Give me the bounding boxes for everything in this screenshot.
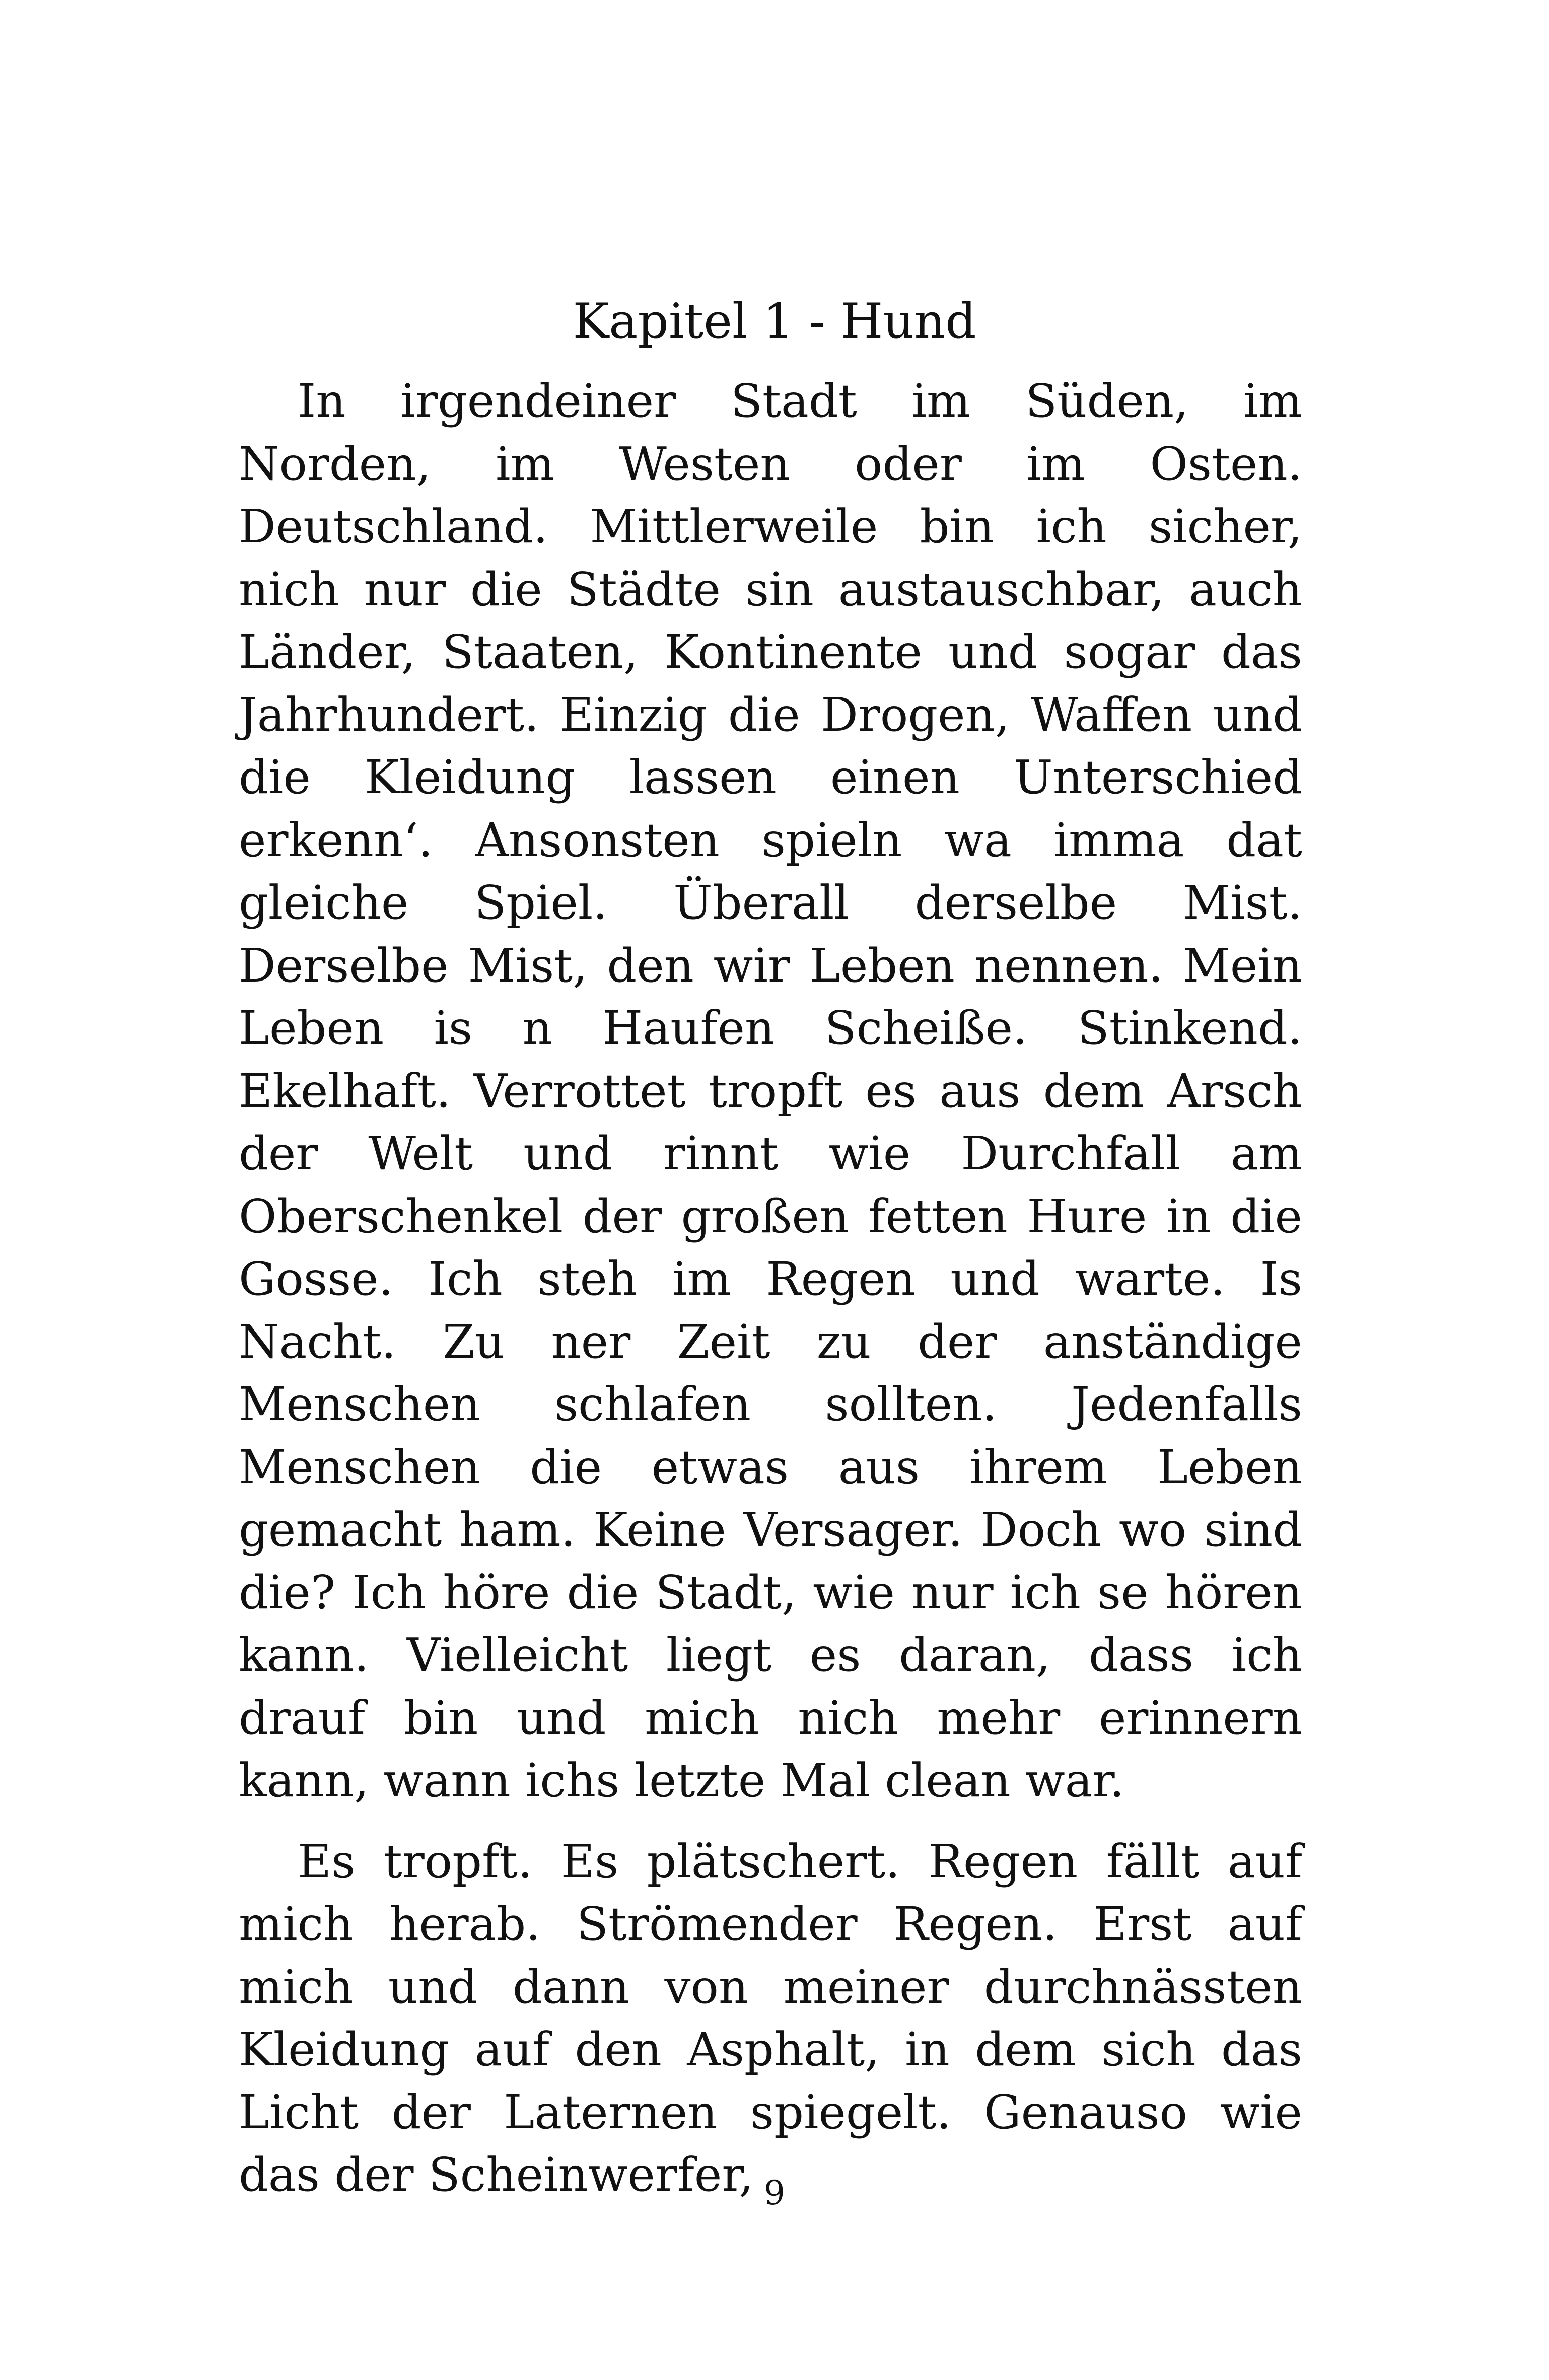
chapter-title: Kapitel 1 - Hund (573, 293, 976, 349)
paragraph-1: In irgendeiner Stadt im Süden, im Norden, im Westen oder im Osten. Deutschland. Mittlerweile bin ich sicher, nich nur die Städte sin austauschbar, auch Länder, Staaten, Kontinente und sogar das Jahrhundert. Einzig die Drogen, Waffen und die Kleidung lassen einen Unterschied erkenn‘. Ansonsten spieln wa imma dat gleiche Spiel. Überall derselbe Mist. Derselbe Mist, den wir Leben nennen. Mein Leben is n Haufen Scheiße. Stinkend. Ekelhaft. Verrottet tropft es aus dem Arsch der Welt und rinnt wie Durchfall am Oberschenkel der großen fetten Hure in die Gosse. Ich steh im Regen und warte. Is Nacht. Zu ner Zeit zu der anständige Menschen schlafen sollten. Jedenfalls Menschen die etwas aus ihrem Leben gemacht ham. Keine Versager. Doch wo sind die? Ich höre die Stadt, wie nur ich se hören kann. Vielleicht liegt es daran, dass ich drauf bin und mich nich mehr erinnern kann, wann ichs letzte Mal clean war. (239, 374, 1302, 1807)
paragraph-2: Es tropft. Es plätschert. Regen fällt auf mich herab. Strömender Regen. Erst auf mich und dann von meiner durchnässten Kleidung auf den Asphalt, in dem sich das Licht der Laternen spiegelt. Genauso wie das der Scheinwerfer, (239, 1834, 1302, 2202)
page-number: 9 (764, 2174, 785, 2212)
body-text (239, 370, 1302, 2207)
